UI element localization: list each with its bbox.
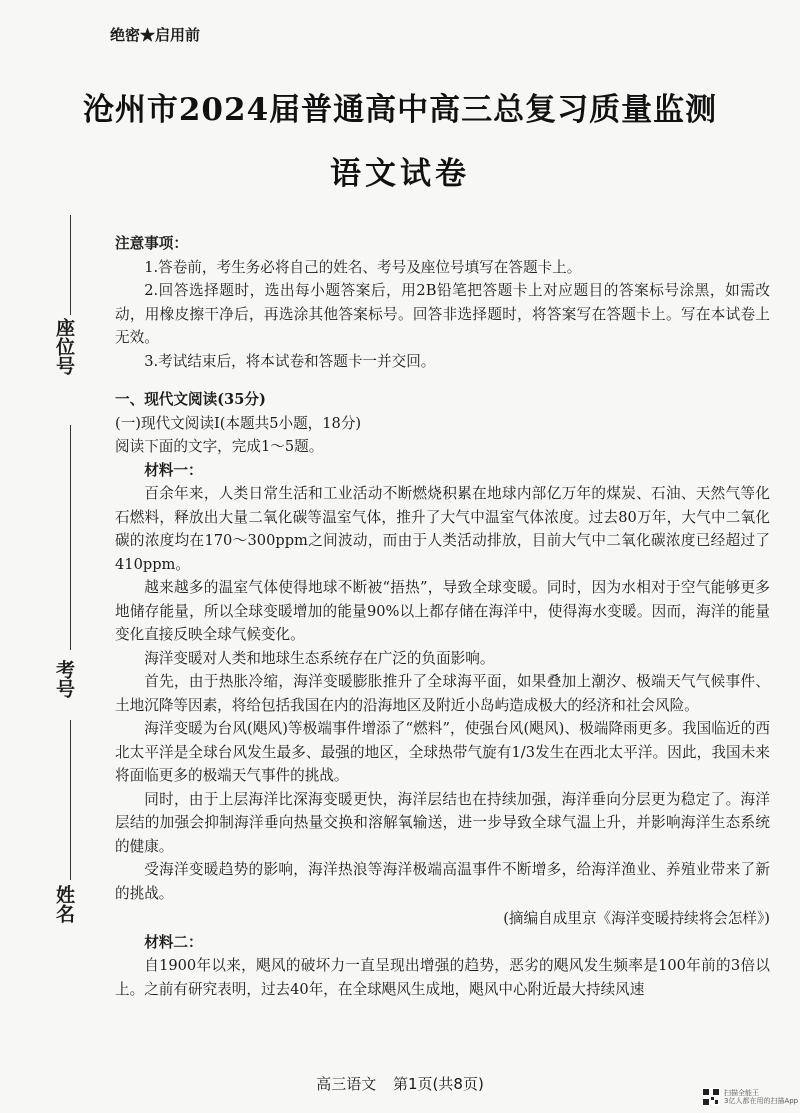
material-1-paragraph: 首先，由于热胀冷缩，海洋变暖膨胀推升了全球海平面，如果叠加上潮汐、极端天气气候事件、土地沉降等因素，将给包括我国在内的沿海地区及附近小岛屿造成极大的经济和社会风险。 — [115, 673, 770, 714]
exam-no-label: 考号 — [53, 660, 75, 698]
material-1-title: 材料一： — [144, 461, 203, 479]
name-label: 姓名 — [53, 885, 75, 923]
note-item: 2.回答选择题时，选出每小题答案后，用2B铅笔把答题卡上对应题目的答案标号涂黑，如需改动，用橡皮擦干净后，再选涂其他答案标号。回答非选择题时，将答案写在答题卡上。写在本试卷上无效。 — [115, 282, 770, 346]
note-item: 3.考试结束后，将本试卷和答题卡一并交回。 — [144, 352, 436, 370]
seat-line — [70, 215, 71, 315]
exam-content — [115, 232, 770, 1001]
footer-page-number: 第1页(共8页) — [393, 1075, 484, 1093]
confidential-label: 绝密★启用前 — [110, 26, 201, 44]
footer-subject: 高三语文 — [316, 1075, 377, 1093]
page-footer — [0, 1073, 800, 1094]
material-1-paragraph: 越来越多的温室气体使得地球不断被“捂热”，导致全球变暖。同时，因为水相对于空气能够更多地储存能量，所以全球变暖增加的能量90%以上都存储在海洋中，使得海水变暖。因而，海洋的能量变化直接反映全球气候变化。 — [115, 579, 770, 643]
name-line — [70, 720, 71, 880]
sub-section-heading: (一)现代文阅读Ⅰ(本题共5小题，18分) — [115, 414, 362, 432]
material-1-source: (摘编自成里京《海洋变暖持续将会怎样》) — [503, 910, 770, 927]
reading-instruction: 阅读下面的文字，完成1～5题。 — [115, 438, 324, 455]
material-2-paragraph: 自1900年以来，飓风的破坏力一直呈现出增强的趋势，恶劣的飓风发生频率是100年前的3倍以上。之前有研究表明，过去40年，在全球飓风生成地，飓风中心附近最大持续风速 — [115, 957, 770, 998]
material-1-paragraph: 同时，由于上层海洋比深海变暖更快，海洋层结也在持续加强，海洋垂向分层更为稳定了。海洋层结的加强会抑制海洋垂向热量交换和溶解氧输送，进一步导致全球气温上升，并影响海洋生态系统的健康。 — [115, 790, 770, 855]
exam-no-line — [70, 425, 71, 650]
material-1-paragraph: 海洋变暖为台风(飓风)等极端事件增添了“燃料”，使强台风(飓风)、极端降雨更多。我国临近的西北太平洋是全球台风发生最多、最强的地区，全球热带气旋有1/3发生在西北太平洋。因此，我国未来将面临更多的极端天气事件的挑战。 — [115, 720, 770, 784]
seat-label: 座位号 — [53, 318, 75, 375]
material-1-paragraph: 受海洋变暖趋势的影响，海洋热浪等海洋极端高温事件不断增多，给海洋渔业、养殖业带来了新的挑战。 — [115, 861, 770, 902]
exam-subtitle: 语文试卷 — [330, 156, 470, 192]
notes-heading: 注意事项： — [115, 235, 188, 252]
section-heading: 一、现代文阅读(35分) — [115, 391, 266, 408]
exam-title: 沧州市2024届普通高中高三总复习质量监测 — [82, 92, 718, 128]
scanner-watermark: 扫描全能王 3亿人都在用的扫描App — [724, 1089, 799, 1105]
material-2-title: 材料二： — [144, 933, 203, 951]
qr-code-icon — [702, 1088, 720, 1106]
material-1-paragraph: 百余年来，人类日常生活和工业活动不断燃烧积累在地球内部亿万年的煤炭、石油、天然气等化石燃料，释放出大量二氧化碳等温室气体，推升了大气中温室气体浓度。过去80万年，大气中二氧化碳的浓度均在170～300ppm之间波动，而由于人类活动排放，目前大气中二氧化碳浓度已经超过了410ppm。 — [115, 485, 770, 573]
material-1-paragraph: 海洋变暖对人类和地球生态系统存在广泛的负面影响。 — [144, 649, 495, 667]
note-item: 1.答卷前，考生务必将自己的姓名、考号及座位号填写在答题卡上。 — [144, 258, 582, 276]
